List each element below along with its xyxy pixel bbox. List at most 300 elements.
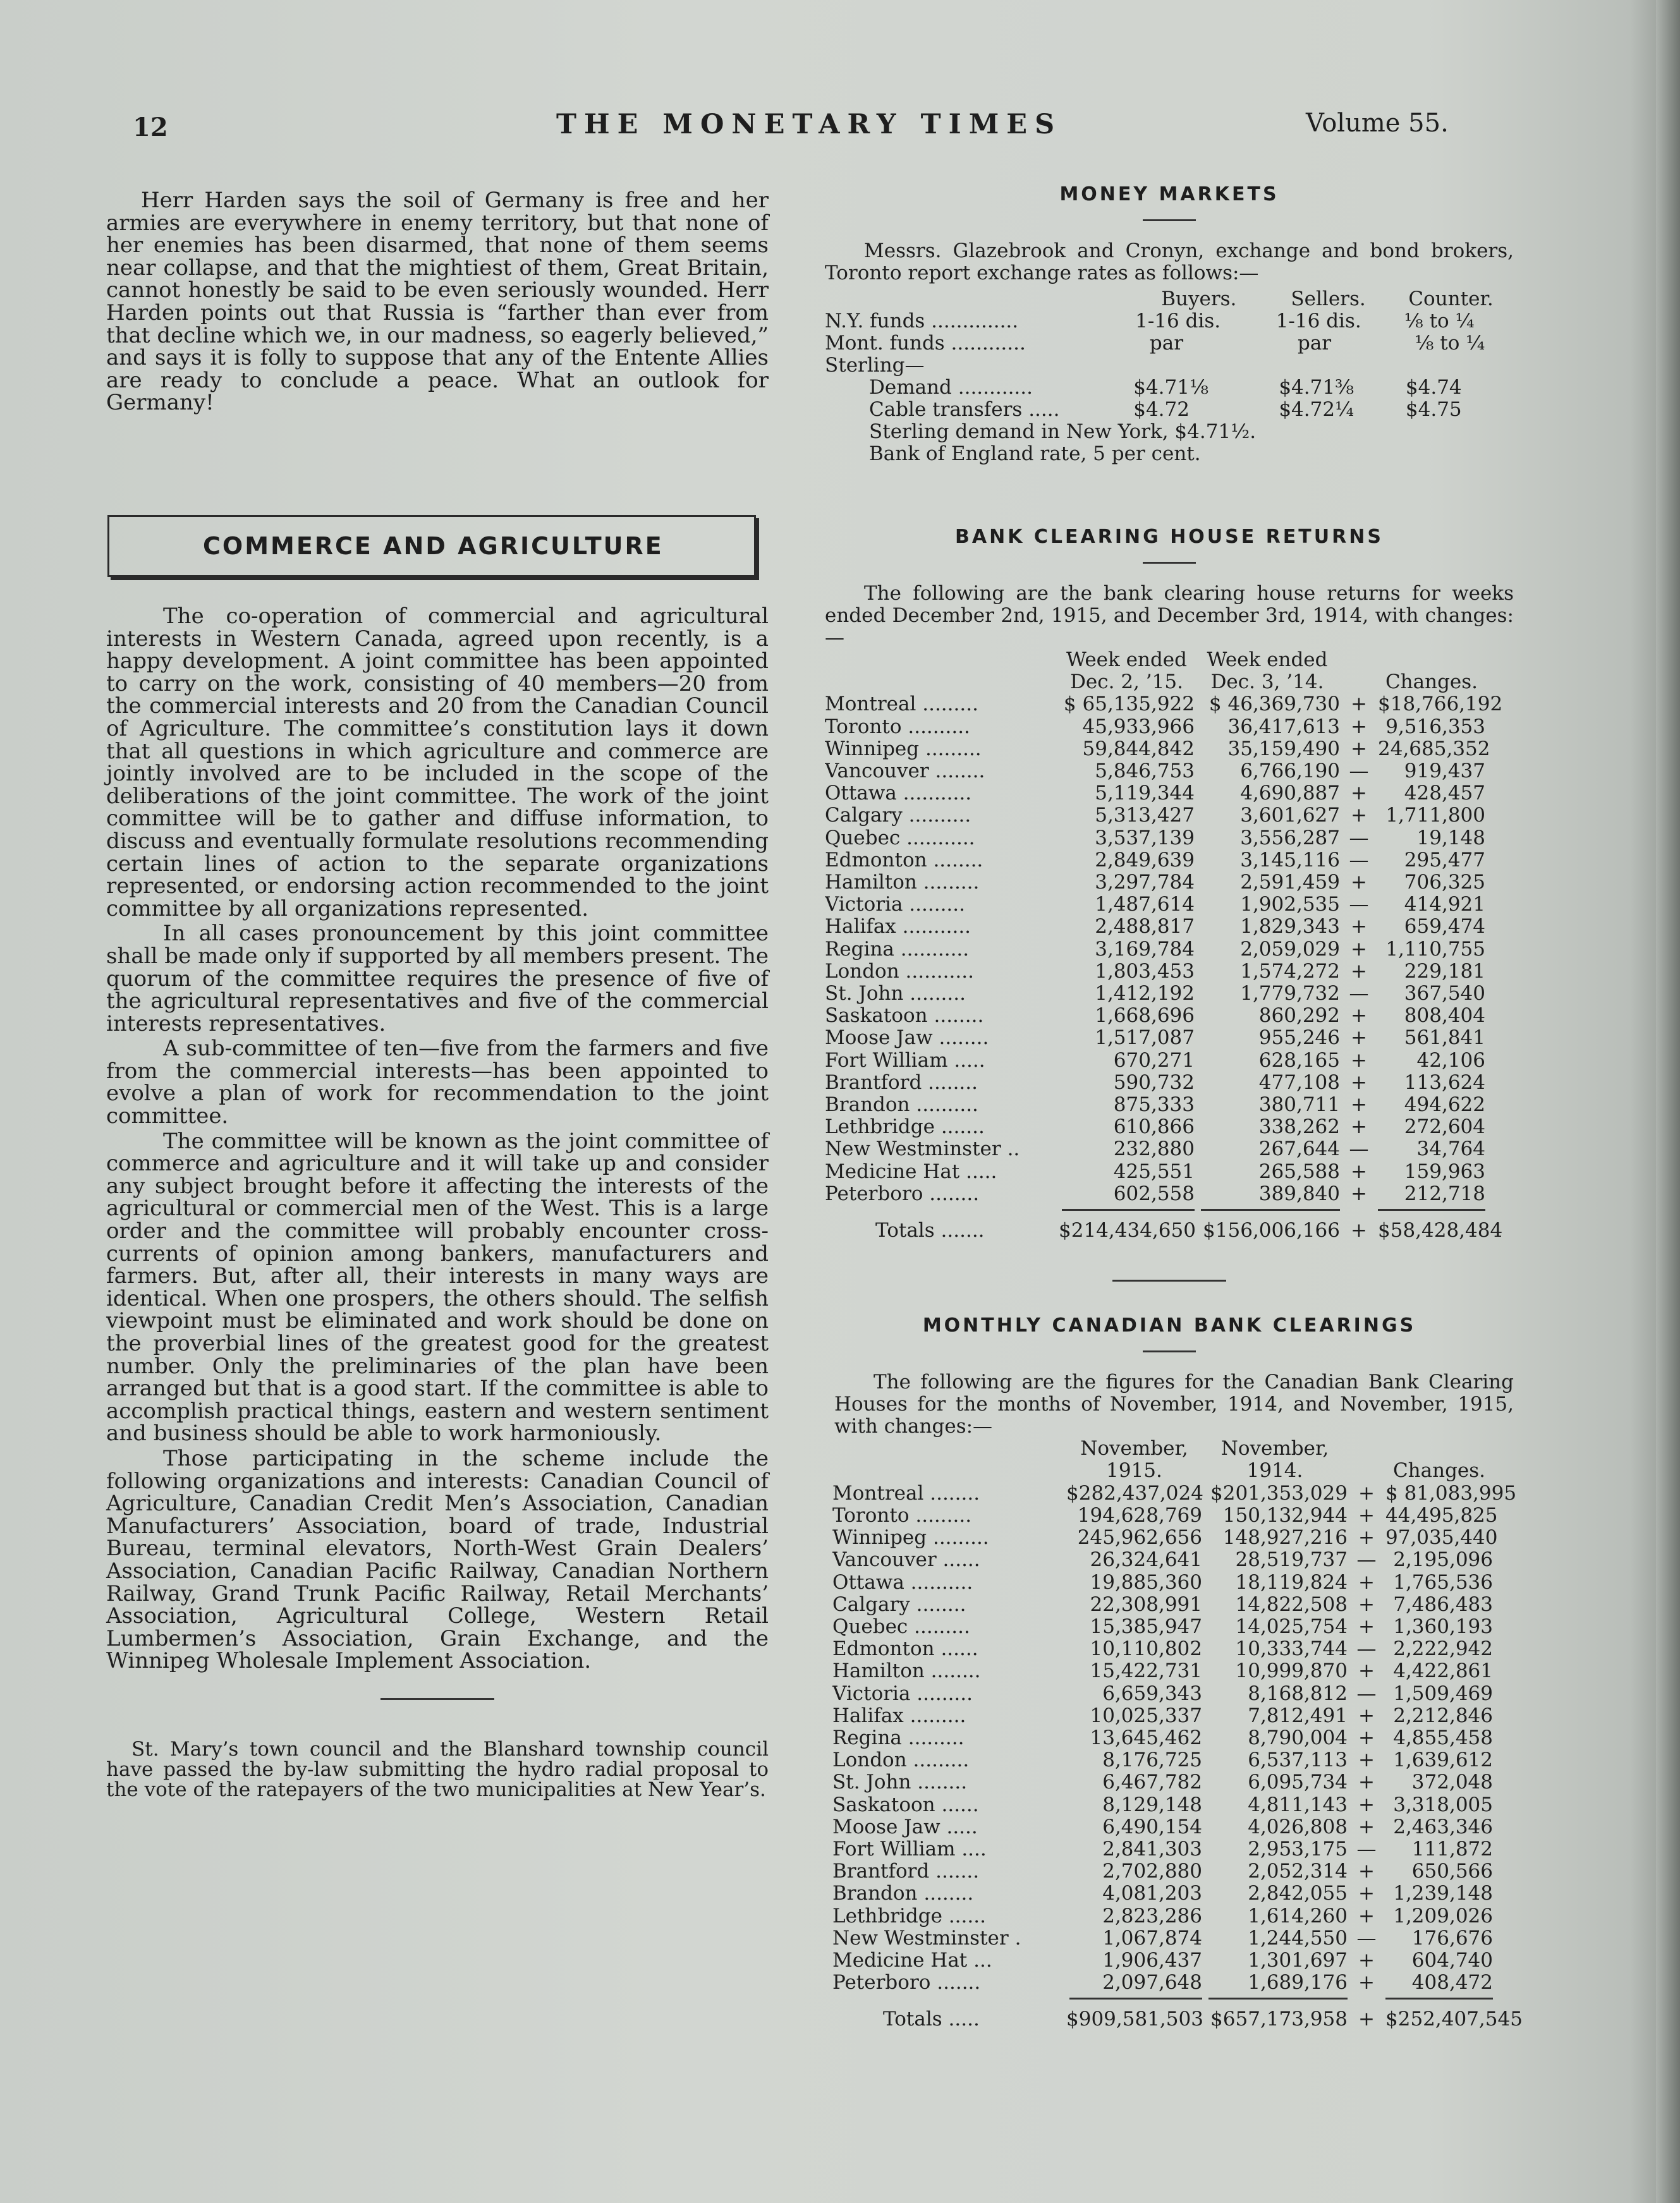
table-cell: 232,880	[1113, 1138, 1195, 1161]
table-row	[825, 738, 1514, 760]
table-cell: Victoria .........	[832, 1682, 973, 1705]
table-cell: $18,766,192	[1378, 693, 1503, 716]
table-cell: Brandon ........	[832, 1883, 974, 1905]
article-paragraph: The committee will be known as the joint committee of commerce and agriculture and it will take up and consider any subject brought before it affecting the interests of the agricultural or commercial men of the West. This is a large order and the committee will probably encounter cross-currents of opinion among bankers, manufacturers and farmers. But, after all, their interests in many ways are identical. When one prospers, the others should. The selfish viewpoint must be eliminated and work should be done on the proverbial lines of the greatest good for the greatest number. Only the preliminaries of the plan have been arranged but that is a good start. If the committee is able to accomplish practical things, eastern and western sentiment and business should be able to work harmoniously.	[106, 1128, 769, 1447]
table-cell: 42,106	[1416, 1048, 1485, 1072]
book-spine-shadow	[1656, 0, 1680, 2203]
table-cell: Peterboro ........	[825, 1182, 980, 1205]
table-cell: +	[1358, 1704, 1375, 1727]
divider-rule	[1112, 1280, 1226, 1282]
table-cell: 367,540	[1404, 982, 1485, 1005]
table-row	[832, 1883, 1514, 1905]
table-cell: 7,812,491	[1248, 1704, 1348, 1727]
table-cell: Winnipeg .........	[832, 1527, 989, 1550]
table-cell: 148,927,216	[1222, 1526, 1348, 1550]
table-cell: 14,025,754	[1235, 1615, 1348, 1638]
table-cell: 34,764	[1416, 1138, 1485, 1161]
table-cell: 477,108	[1258, 1071, 1340, 1094]
table-cell: New Westminster ..	[825, 1138, 1020, 1161]
table-cell: 1,360,193	[1393, 1615, 1493, 1638]
table-row: Demand ............ $4.71⅛ $4.71⅜ $4.74	[869, 376, 1462, 399]
table-row	[832, 1838, 1514, 1860]
table-cell: +	[1358, 1481, 1375, 1505]
table-row	[832, 1683, 1514, 1705]
table-cell: —	[1349, 893, 1369, 916]
table-cell: +	[1358, 1593, 1375, 1616]
table-cell: 1,779,732	[1240, 982, 1340, 1005]
table-cell: Winnipeg .........	[825, 737, 982, 760]
table-cell: —	[1356, 1637, 1377, 1661]
table-cell: Halifax .........	[832, 1704, 966, 1727]
table-cell: +	[1358, 1726, 1375, 1749]
table-cell: 2,463,346	[1393, 1815, 1493, 1838]
table-header-row: 1915. 1914. Changes.	[1106, 1459, 1486, 1483]
table-cell: 2,841,303	[1102, 1837, 1202, 1860]
table-cell: 9,516,353	[1385, 715, 1485, 738]
table-cell: 2,488,817	[1095, 915, 1195, 938]
table-cell: 4,690,887	[1240, 782, 1340, 805]
table-row	[832, 1927, 1514, 1950]
table-cell: 1,902,535	[1240, 893, 1340, 916]
table-cell: 2,222,942	[1393, 1637, 1493, 1661]
table-cell: 36,417,613	[1227, 715, 1340, 738]
table-cell: London ...........	[825, 960, 974, 983]
table-row	[832, 1527, 1514, 1549]
table-cell: 1,517,087	[1095, 1026, 1195, 1050]
table-cell: Toronto .........	[832, 1504, 972, 1527]
table-row	[825, 871, 1514, 894]
table-cell: 6,467,782	[1102, 1771, 1202, 1794]
table-cell: 919,437	[1404, 760, 1485, 783]
totals-rule	[825, 1209, 1514, 1211]
table-cell: 4,422,861	[1393, 1660, 1493, 1683]
bank-clearing-rows	[825, 693, 1514, 1205]
table-cell: 650,566	[1411, 1860, 1493, 1883]
table-cell: 10,110,802	[1090, 1637, 1202, 1661]
table-cell: 4,026,808	[1248, 1815, 1348, 1838]
table-row	[825, 1005, 1514, 1027]
table-cell: 8,790,004	[1248, 1726, 1348, 1749]
table-cell: 1,301,697	[1248, 1948, 1348, 1972]
table-cell: —	[1356, 1548, 1377, 1572]
table-row	[832, 1505, 1514, 1527]
table-cell: —	[1349, 760, 1369, 783]
bank-clearing-intro: The following are the bank clearing house returns for weeks ended December 2nd, 1915, and December 3rd, 1914, with changes:—	[825, 582, 1514, 649]
table-cell: 295,477	[1404, 848, 1485, 871]
table-cell: +	[1351, 804, 1367, 827]
table-cell: 3,145,116	[1240, 848, 1340, 871]
table-cell: 97,035,440	[1385, 1526, 1498, 1550]
table-cell: 212,718	[1404, 1182, 1485, 1205]
article-body	[106, 605, 769, 1800]
table-cell: Vancouver ......	[832, 1549, 980, 1572]
table-cell: 1,711,800	[1385, 804, 1485, 827]
table-cell: +	[1358, 1615, 1375, 1638]
table-cell: +	[1351, 1071, 1367, 1094]
table-cell: 604,740	[1411, 1948, 1493, 1972]
volume-label: Volume 55.	[1306, 109, 1449, 138]
column-header: Sellers.	[1291, 288, 1366, 310]
table-header-row: November, November,	[1080, 1437, 1329, 1460]
table-cell: 10,999,870	[1235, 1660, 1348, 1683]
table-cell: New Westminster .	[832, 1927, 1021, 1950]
table-cell: 7,486,483	[1393, 1593, 1493, 1616]
footnote: St. Mary’s town council and the Blanshard township council have passed the by-law submitting the hydro radial proposal to the vote of the ratepayers of the two municipalities at New Year’s.	[106, 1737, 769, 1801]
table-cell: 6,537,113	[1248, 1749, 1348, 1772]
exchange-rates-table	[825, 288, 1514, 465]
table-cell: —	[1356, 1837, 1377, 1860]
table-cell: Brandon ..........	[825, 1094, 978, 1117]
table-row	[825, 1094, 1514, 1116]
table-cell: Vancouver ........	[825, 760, 985, 783]
table-cell: 2,195,096	[1393, 1548, 1493, 1572]
table-row	[832, 1638, 1514, 1660]
table-cell: 1,668,696	[1095, 1004, 1195, 1028]
table-cell: 3,601,627	[1240, 804, 1340, 827]
table-cell: 245,962,656	[1077, 1526, 1202, 1550]
table-cell: 1,239,148	[1393, 1882, 1493, 1905]
divider-rule	[1143, 1350, 1196, 1352]
table-row	[825, 961, 1514, 983]
table-row	[825, 1183, 1514, 1205]
table-cell: 3,318,005	[1393, 1793, 1493, 1816]
table-cell: 2,702,880	[1102, 1860, 1202, 1883]
table-row	[832, 1771, 1514, 1793]
table-row	[825, 1116, 1514, 1138]
table-row	[832, 1481, 1517, 1505]
table-cell: +	[1358, 1904, 1375, 1927]
table-cell: Lethbridge .......	[825, 1116, 985, 1139]
table-cell: 6,095,734	[1248, 1771, 1348, 1794]
table-cell: 19,885,360	[1090, 1570, 1202, 1594]
table-cell: 6,766,190	[1240, 760, 1340, 783]
table-cell: +	[1351, 871, 1367, 894]
table-cell: 2,849,639	[1095, 848, 1195, 871]
table-cell: +	[1351, 1160, 1367, 1183]
table-cell: 22,308,991	[1090, 1593, 1202, 1616]
table-row	[832, 1816, 1514, 1838]
table-cell: +	[1358, 1771, 1375, 1794]
table-cell: Quebec .........	[832, 1615, 970, 1638]
divider-rule	[1143, 219, 1196, 221]
table-cell: 602,558	[1113, 1182, 1195, 1205]
table-cell: +	[1351, 1093, 1367, 1117]
table-cell: $ 81,083,995	[1385, 1481, 1517, 1505]
table-cell: 1,487,614	[1095, 893, 1195, 916]
table-row	[832, 1572, 1514, 1594]
table-cell: 265,588	[1258, 1160, 1340, 1183]
table-cell: Edmonton ........	[825, 849, 983, 871]
article-paragraph: A sub-committee of ten—five from the farmers and five from the commercial interests—has been appointed to evolve a plan of work for recommendation to the joint committee.	[106, 1036, 769, 1129]
table-cell: +	[1358, 1660, 1375, 1683]
table-row: Mont. funds ............ par par ⅛ to ¼	[825, 332, 1485, 355]
bank-clearing-title: BANK CLEARING HOUSE RETURNS	[955, 526, 1384, 548]
table-cell: +	[1358, 1570, 1375, 1594]
table-row	[832, 1905, 1514, 1927]
table-row: Cable transfers ..... $4.72 $4.72¼ $4.75	[869, 398, 1462, 421]
table-cell: 380,711	[1258, 1093, 1340, 1117]
section-heading: COMMERCE AND AGRICULTURE	[203, 532, 664, 560]
table-row	[825, 1072, 1514, 1094]
table-cell: 414,921	[1404, 893, 1485, 916]
table-cell: 1,509,469	[1393, 1682, 1493, 1705]
table-cell: +	[1351, 715, 1367, 738]
table-cell: 13,645,462	[1090, 1726, 1202, 1749]
table-cell: 338,262	[1258, 1115, 1340, 1139]
table-cell: $ 46,369,730	[1208, 693, 1340, 716]
table-cell: Saskatoon ........	[825, 1005, 984, 1028]
table-row	[832, 1594, 1514, 1616]
table-cell: 10,025,337	[1090, 1704, 1202, 1727]
table-row	[832, 1860, 1514, 1883]
table-cell: 1,067,874	[1102, 1926, 1202, 1950]
table-row	[825, 916, 1514, 938]
table-cell: Regina ...........	[825, 938, 970, 961]
table-cell: —	[1356, 1926, 1377, 1950]
table-cell: 8,176,725	[1102, 1749, 1202, 1772]
table-cell: 1,689,176	[1248, 1971, 1348, 1994]
table-cell: 4,811,143	[1248, 1793, 1348, 1816]
table-cell: 1,829,343	[1240, 915, 1340, 938]
table-cell: 428,457	[1404, 782, 1485, 805]
table-cell: 8,168,812	[1248, 1682, 1348, 1705]
table-cell: 1,412,192	[1095, 982, 1195, 1005]
table-row	[825, 1027, 1514, 1049]
rate-note: Sterling demand in New York, $4.71½.	[869, 420, 1257, 443]
table-cell: 408,472	[1411, 1971, 1493, 1994]
table-cell: Ottawa ...........	[825, 782, 972, 805]
table-cell: Medicine Hat ...	[832, 1949, 992, 1972]
table-cell: 15,422,731	[1090, 1660, 1202, 1683]
table-cell: 494,622	[1404, 1093, 1485, 1117]
table-cell: —	[1349, 1138, 1369, 1161]
table-cell: 45,933,966	[1082, 715, 1195, 738]
table-cell: Victoria .........	[825, 894, 965, 916]
table-cell: 6,490,154	[1102, 1815, 1202, 1838]
table-cell: Halifax ...........	[825, 916, 971, 938]
table-cell: +	[1351, 1004, 1367, 1028]
table-row	[832, 1549, 1514, 1571]
table-cell: 860,292	[1258, 1004, 1340, 1028]
table-cell: 2,953,175	[1248, 1837, 1348, 1860]
table-row	[832, 1727, 1514, 1749]
table-cell: 1,765,536	[1393, 1570, 1493, 1594]
table-row	[825, 849, 1514, 871]
table-cell: +	[1351, 1182, 1367, 1205]
table-cell: +	[1351, 693, 1367, 716]
table-cell: 1,639,612	[1393, 1749, 1493, 1772]
table-cell: $282,437,024	[1066, 1481, 1203, 1505]
left-column	[106, 190, 769, 415]
table-cell: 267,644	[1258, 1138, 1340, 1161]
table-cell: Lethbridge ......	[832, 1905, 986, 1927]
table-cell: 8,129,148	[1102, 1793, 1202, 1816]
table-cell: 3,297,784	[1095, 871, 1195, 894]
table-cell: 150,132,944	[1222, 1503, 1348, 1527]
table-cell: Saskatoon ......	[832, 1793, 979, 1816]
table-cell: 2,591,459	[1240, 871, 1340, 894]
table-cell: Medicine Hat .....	[825, 1160, 997, 1183]
bank-clearing-table	[825, 649, 1514, 1242]
table-cell: 19,148	[1416, 826, 1485, 849]
table-cell: Moose Jaw .....	[832, 1816, 978, 1838]
table-cell: 10,333,744	[1235, 1637, 1348, 1661]
table-cell: +	[1351, 915, 1367, 938]
table-row	[825, 1161, 1514, 1183]
table-row	[825, 894, 1514, 916]
table-cell: +	[1351, 1026, 1367, 1050]
table-cell: Fort William .....	[825, 1049, 985, 1072]
table-cell: 2,059,029	[1240, 937, 1340, 961]
table-cell: 1,110,755	[1385, 937, 1485, 961]
table-cell: 44,495,825	[1385, 1503, 1498, 1527]
table-cell: 111,872	[1411, 1837, 1493, 1860]
table-cell: —	[1349, 982, 1369, 1005]
article-paragraph: In all cases pronouncement by this joint committee shall be made only if supported by all members present. The quorum of the committee requires the presence of five of the agricultural representatives and five of the commercial interests representatives.	[106, 921, 769, 1036]
table-row	[825, 827, 1514, 849]
table-header-row: Dec. 2, ’15. Dec. 3, ’14. Changes.	[1070, 671, 1478, 694]
table-cell: 3,556,287	[1240, 826, 1340, 849]
table-row	[825, 938, 1514, 961]
table-cell: St. John ........	[832, 1771, 968, 1794]
table-cell: 628,165	[1258, 1048, 1340, 1072]
table-cell: St. John .........	[825, 983, 966, 1005]
table-cell: +	[1351, 959, 1367, 983]
table-cell: 35,159,490	[1227, 737, 1340, 760]
table-cell: 659,474	[1404, 915, 1485, 938]
table-cell: +	[1358, 1503, 1375, 1527]
divider-rule	[380, 1698, 494, 1700]
section-heading-box	[107, 515, 756, 577]
column-header: Buyers.	[1161, 288, 1237, 310]
table-cell: 706,325	[1404, 871, 1485, 894]
table-cell: 1,209,026	[1393, 1904, 1493, 1927]
table-cell: 26,324,641	[1090, 1548, 1202, 1572]
table-cell: 176,676	[1411, 1926, 1493, 1950]
table-row	[825, 1138, 1514, 1160]
table-cell: 372,048	[1411, 1771, 1493, 1794]
table-cell: 2,052,314	[1248, 1860, 1348, 1883]
table-cell: 194,628,769	[1077, 1503, 1202, 1527]
table-cell: 2,097,648	[1102, 1971, 1202, 1994]
table-cell: 2,842,055	[1248, 1882, 1348, 1905]
table-row	[825, 804, 1514, 827]
table-cell: 590,732	[1113, 1071, 1195, 1094]
table-row: N.Y. funds .............. 1-16 dis. 1-16 dis. ⅛ to ¼	[825, 310, 1475, 332]
table-cell: 1,906,437	[1102, 1948, 1202, 1972]
table-cell: $ 65,135,922	[1063, 693, 1195, 716]
table-cell: Moose Jaw ........	[825, 1027, 989, 1050]
table-cell: 955,246	[1258, 1026, 1340, 1050]
table-cell: 3,537,139	[1095, 826, 1195, 849]
table-row	[825, 983, 1514, 1005]
table-cell: 808,404	[1404, 1004, 1485, 1028]
table-cell: —	[1356, 1682, 1377, 1705]
table-cell: 59,844,842	[1082, 737, 1195, 760]
table-cell: 1,574,272	[1240, 959, 1340, 983]
table-cell: Calgary ........	[832, 1593, 966, 1616]
divider-rule	[1143, 562, 1196, 564]
table-row	[832, 1705, 1514, 1727]
table-row	[825, 782, 1514, 804]
table-cell: 425,551	[1113, 1160, 1195, 1183]
table-row	[825, 1050, 1514, 1072]
table-cell: 229,181	[1404, 959, 1485, 983]
table-cell: 3,169,784	[1095, 937, 1195, 961]
table-cell: 875,333	[1113, 1093, 1195, 1117]
table-cell: Brantford .......	[832, 1860, 980, 1883]
table-cell: London .........	[832, 1749, 970, 1772]
table-cell: Ottawa ..........	[832, 1571, 973, 1594]
table-cell: —	[1349, 848, 1369, 871]
table-cell: 610,866	[1113, 1115, 1195, 1139]
table-cell: +	[1358, 1860, 1375, 1883]
table-cell: Hamilton .........	[825, 871, 980, 894]
table-cell: 6,659,343	[1102, 1682, 1202, 1705]
totals-row: Totals ....... $214,434,650 $156,006,166 + $58,428,484	[875, 1219, 1503, 1242]
table-cell: +	[1358, 1882, 1375, 1905]
table-row: Sterling—	[825, 354, 925, 377]
totals-row: Totals ..... $909,581,503 $657,173,958 + $252,407,545	[883, 2008, 1523, 2031]
table-cell: Hamilton ........	[832, 1660, 981, 1683]
table-cell: 14,822,508	[1235, 1593, 1348, 1616]
table-cell: 4,081,203	[1102, 1882, 1202, 1905]
table-header-row: Week ended Week ended	[1066, 648, 1328, 671]
publication-title: THE MONETARY TIMES	[556, 109, 1062, 140]
table-cell: 24,685,352	[1378, 737, 1490, 760]
table-cell: $201,353,029	[1210, 1481, 1348, 1505]
table-cell: Fort William ....	[832, 1838, 987, 1860]
table-cell: Regina .........	[832, 1727, 965, 1749]
table-cell: 2,823,286	[1102, 1904, 1202, 1927]
table-cell: 2,212,846	[1393, 1704, 1493, 1727]
table-cell: 1,244,550	[1248, 1926, 1348, 1950]
table-row	[825, 693, 1514, 715]
table-cell: 5,119,344	[1095, 782, 1195, 805]
table-cell: +	[1358, 1815, 1375, 1838]
table-cell: 28,519,737	[1235, 1548, 1348, 1572]
table-row	[832, 1616, 1514, 1638]
table-row	[832, 1749, 1514, 1771]
article-paragraph: The co-operation of commercial and agricultural interests in Western Canada, agreed upon recently, is a happy development. A joint committee has been appointed to carry on the work, consisting of 40 members—20 from the commercial interests and 20 from the Canadian Council of Agriculture. The committee’s constitution lays it down that all questions in which agriculture and commerce are jointly involved are to be included in the scope of the deliberations of the joint committee. The work of the joint committee will be to gather and diffuse information, to discuss and eventually formulate resolutions recommending certain lines of action to the separate organizations represented, or endorsing action recommended to the joint committee by all organizations represented.	[106, 604, 769, 921]
table-cell: +	[1351, 782, 1367, 805]
table-cell: Quebec ...........	[825, 827, 975, 849]
table-cell: 159,963	[1404, 1160, 1485, 1183]
table-cell: Montreal ........	[832, 1482, 980, 1505]
table-cell: 113,624	[1404, 1071, 1485, 1094]
table-cell: 1,803,453	[1095, 959, 1195, 983]
table-cell: —	[1349, 826, 1369, 849]
table-cell: Peterboro .......	[832, 1972, 981, 1994]
table-cell: 389,840	[1258, 1182, 1340, 1205]
intro-paragraph: Herr Harden says the soil of Germany is free and her armies are everywhere in enemy territory, but that none of her enemies has been disarmed, that none of them seems near collapse, and that the mightiest of them, Great Britain, cannot honestly be said to be even seriously wounded. Herr Harden points out that Russia is “farther than ever from that decline which we, in our madness, so eagerly believed,” and says it is folly to suppose that any of the Entente Allies are ready to conclude a peace. What an outlook for Germany!	[106, 188, 769, 416]
monthly-clearing-title: MONTHLY CANADIAN BANK CLEARINGS	[922, 1314, 1416, 1337]
table-row	[825, 716, 1514, 738]
table-cell: 1,614,260	[1248, 1904, 1348, 1927]
table-cell: 5,313,427	[1095, 804, 1195, 827]
table-cell: +	[1358, 1526, 1375, 1550]
table-cell: +	[1351, 1115, 1367, 1139]
table-cell: Toronto ..........	[825, 715, 970, 738]
column-header: Counter.	[1408, 288, 1494, 310]
monthly-clearing-table	[825, 1437, 1523, 2031]
table-cell: +	[1358, 1948, 1375, 1972]
page-number: 12	[133, 112, 168, 142]
table-cell: +	[1358, 1749, 1375, 1772]
table-cell: 670,271	[1113, 1048, 1195, 1072]
table-cell: 272,604	[1404, 1115, 1485, 1139]
table-cell: +	[1358, 1793, 1375, 1816]
